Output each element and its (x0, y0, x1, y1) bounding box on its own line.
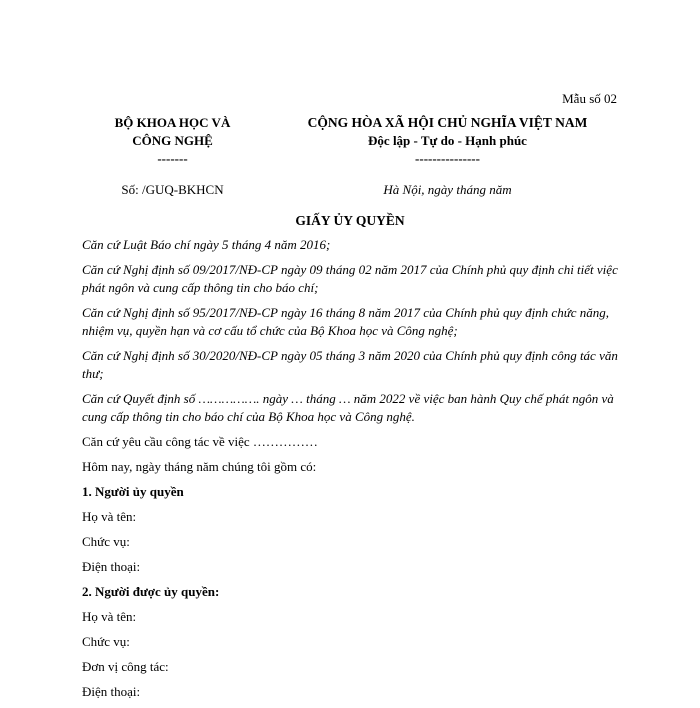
document-body (82, 236, 622, 708)
national-title: CỘNG HÒA XÃ HỘI CHỦ NGHĨA VIỆT NAM (307, 115, 588, 130)
grantee-field-unit: Đơn vị công tác: (82, 659, 169, 674)
legal-basis: Căn cứ Nghị định số 30/2020/NĐ-CP ngày 05 tháng 3 năm 2020 của Chính phủ quy định công tác văn thư; (82, 348, 618, 381)
grantor-field-position: Chức vụ: (82, 534, 130, 549)
agency-line-1: BỘ KHOA HỌC VÀ (114, 115, 231, 130)
section-heading-grantor: 1. Người ủy quyền (82, 484, 184, 499)
place-date: Hà Nội, ngày tháng năm (383, 182, 512, 197)
national-motto: Độc lập - Tự do - Hạnh phúc (368, 133, 527, 148)
agency-line-2: CÔNG NGHỆ (132, 133, 213, 148)
today-line: Hôm nay, ngày tháng năm chúng tôi gồm có: (82, 459, 317, 474)
issuing-agency (80, 114, 265, 168)
grantee-field-name: Họ và tên: (82, 609, 137, 624)
national-heading (275, 114, 620, 168)
document-header (80, 114, 620, 204)
legal-basis: Căn cứ Nghị định số 09/2017/NĐ-CP ngày 09 tháng 02 năm 2017 của Chính phủ quy định chi tiết việc phát ngôn và cung cấp thông tin cho báo chí; (82, 262, 618, 295)
grantor-field-phone: Điện thoại: (82, 559, 141, 574)
grantee-field-position: Chức vụ: (82, 634, 130, 649)
legal-basis: Căn cứ Quyết định số ……………. ngày … tháng … năm 2022 về việc ban hành Quy chế phát ngôn và cung cấp thông tin cho báo chí của Bộ Khoa học và Công nghệ. (82, 391, 614, 424)
form-code: Mẫu số 02 (562, 91, 617, 106)
section-heading-grantee: 2. Người được ủy quyền: (82, 584, 220, 599)
agency-divider: ------- (157, 151, 188, 166)
document-number: Số: /GUQ-BKHCN (121, 182, 224, 197)
national-divider: --------------- (415, 151, 480, 166)
work-request-line: Căn cứ yêu cầu công tác về việc …………… (82, 434, 318, 449)
document-title: GIẤY ỦY QUYỀN (295, 213, 405, 228)
grantor-field-name: Họ và tên: (82, 509, 137, 524)
grantee-field-phone: Điện thoại: (82, 684, 141, 699)
legal-basis: Căn cứ Luật Báo chí ngày 5 tháng 4 năm 2016; (82, 237, 331, 252)
legal-basis: Căn cứ Nghị định số 95/2017/NĐ-CP ngày 16 tháng 8 năm 2017 của Chính phủ quy định chức năng, nhiệm vụ, quyền hạn và cơ cấu tổ chức của Bộ Khoa học và Công nghệ; (82, 305, 610, 338)
